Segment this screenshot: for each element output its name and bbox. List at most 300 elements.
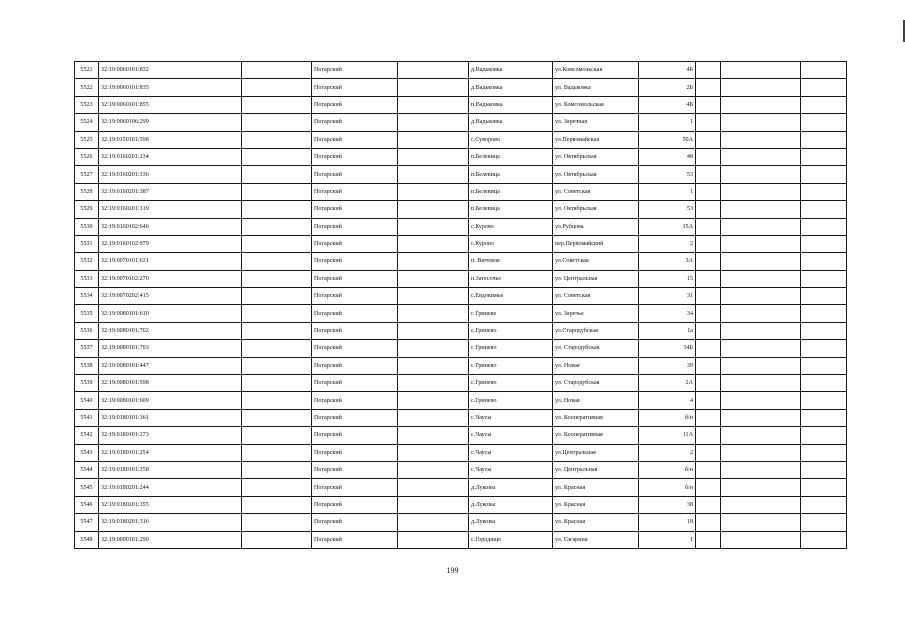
empty-cell <box>398 375 469 392</box>
empty-cell <box>721 427 801 444</box>
district-cell: Погарский <box>312 375 398 392</box>
district-cell: Погарский <box>312 514 398 531</box>
table-row <box>75 427 847 444</box>
empty-cell <box>242 357 312 374</box>
empty-cell <box>801 479 847 496</box>
district-cell: Погарский <box>312 288 398 305</box>
empty-cell <box>696 131 721 148</box>
empty-cell <box>721 357 801 374</box>
empty-cell <box>242 444 312 461</box>
empty-cell <box>721 514 801 531</box>
empty-cell <box>801 409 847 426</box>
house-number-cell: 1 <box>639 183 696 200</box>
empty-cell <box>801 114 847 131</box>
empty-cell <box>801 375 847 392</box>
empty-cell <box>242 496 312 513</box>
empty-cell <box>721 166 801 183</box>
settlement-cell: п.Белевица <box>469 148 553 165</box>
street-cell: ул. Новая <box>553 357 639 374</box>
empty-cell <box>801 531 847 548</box>
table-row <box>75 166 847 183</box>
house-number-cell: 18 <box>639 514 696 531</box>
empty-cell <box>242 79 312 96</box>
house-number-cell: б/н <box>639 409 696 426</box>
house-number-cell: 34Б <box>639 340 696 357</box>
table-row <box>75 461 847 478</box>
settlement-cell: д.Луковы <box>469 479 553 496</box>
settlement-cell: п. Витемля <box>469 253 553 270</box>
cadastral-number-cell: 32:19:0060106:299 <box>99 114 242 131</box>
empty-cell <box>242 288 312 305</box>
empty-cell <box>721 409 801 426</box>
empty-cell <box>398 392 469 409</box>
table-row <box>75 131 847 148</box>
row-number-cell: 5547 <box>75 514 99 531</box>
settlement-cell: д.Вадьковка <box>469 114 553 131</box>
empty-cell <box>242 461 312 478</box>
district-cell: Погарский <box>312 270 398 287</box>
table-row <box>75 148 847 165</box>
empty-cell <box>696 183 721 200</box>
cadastral-number-cell: 32:19:0150101:598 <box>99 131 242 148</box>
row-number-cell: 5523 <box>75 96 99 113</box>
street-cell: ул. Октябрьская <box>553 148 639 165</box>
empty-cell <box>696 305 721 322</box>
table-row <box>75 392 847 409</box>
street-cell: ул. Заречье <box>553 305 639 322</box>
house-number-cell: 1 <box>639 114 696 131</box>
empty-cell <box>696 444 721 461</box>
empty-cell <box>721 305 801 322</box>
empty-cell <box>721 96 801 113</box>
empty-cell <box>721 375 801 392</box>
street-cell: ул.Первомайская <box>553 131 639 148</box>
empty-cell <box>242 392 312 409</box>
table-row <box>75 218 847 235</box>
street-cell: ул. Октябрьская <box>553 201 639 218</box>
house-number-cell: 39 <box>639 357 696 374</box>
district-cell: Погарский <box>312 253 398 270</box>
empty-cell <box>696 531 721 548</box>
row-number-cell: 5542 <box>75 427 99 444</box>
table-row <box>75 62 847 79</box>
street-cell: ул. Заречная <box>553 114 639 131</box>
street-cell: ул. Комсомольская <box>553 96 639 113</box>
district-cell: Погарский <box>312 322 398 339</box>
empty-cell <box>696 375 721 392</box>
district-cell: Погарский <box>312 96 398 113</box>
settlement-cell: п.Белевица <box>469 166 553 183</box>
house-number-cell: 38 <box>639 496 696 513</box>
table-row <box>75 375 847 392</box>
cadastral-number-cell: 32:19:0070101:631 <box>99 253 242 270</box>
row-number-cell: 5541 <box>75 409 99 426</box>
street-cell: ул. Центральная <box>553 461 639 478</box>
settlement-cell: п.Белевица <box>469 183 553 200</box>
district-cell: Погарский <box>312 218 398 235</box>
empty-cell <box>398 496 469 513</box>
cadastral-number-cell: 32:19:0070202:415 <box>99 288 242 305</box>
settlement-cell: с.Гринево <box>469 322 553 339</box>
cadastral-number-cell: 32:19:0090101:290 <box>99 531 242 548</box>
house-number-cell: 2А <box>639 375 696 392</box>
empty-cell <box>398 270 469 287</box>
street-cell: ул. Кооперативная <box>553 409 639 426</box>
table-row <box>75 270 847 287</box>
empty-cell <box>398 62 469 79</box>
empty-cell <box>398 218 469 235</box>
empty-cell <box>398 235 469 252</box>
house-number-cell: 1а <box>639 322 696 339</box>
row-number-cell: 5532 <box>75 253 99 270</box>
row-number-cell: 5538 <box>75 357 99 374</box>
empty-cell <box>721 270 801 287</box>
district-cell: Погарский <box>312 148 398 165</box>
district-cell: Погарский <box>312 235 398 252</box>
street-cell: ул. Стародубская <box>553 340 639 357</box>
empty-cell <box>721 79 801 96</box>
empty-cell <box>242 148 312 165</box>
street-cell: ул. Красная <box>553 514 639 531</box>
empty-cell <box>398 96 469 113</box>
empty-cell <box>721 340 801 357</box>
table-row <box>75 253 847 270</box>
settlement-cell: п.Вадьковка <box>469 96 553 113</box>
street-cell: ул. Советская <box>553 288 639 305</box>
street-cell: ул. Центральная <box>553 270 639 287</box>
district-cell: Погарский <box>312 392 398 409</box>
empty-cell <box>242 183 312 200</box>
empty-cell <box>801 288 847 305</box>
table-row <box>75 322 847 339</box>
empty-cell <box>801 340 847 357</box>
house-number-cell: 31 <box>639 288 696 305</box>
cadastral-number-cell: 32:19:0080101:703 <box>99 340 242 357</box>
table-row <box>75 444 847 461</box>
empty-cell <box>721 531 801 548</box>
cadastral-number-cell: 32:19:0160201:234 <box>99 148 242 165</box>
street-cell: ул. Красная <box>553 496 639 513</box>
empty-cell <box>242 96 312 113</box>
empty-cell <box>801 444 847 461</box>
house-number-cell: б/н <box>639 479 696 496</box>
empty-cell <box>696 409 721 426</box>
cadastral-number-cell: 32:19:0070102:270 <box>99 270 242 287</box>
settlement-cell: с.Гринево <box>469 392 553 409</box>
empty-cell <box>801 357 847 374</box>
cadastral-number-cell: 32:19:0160201:319 <box>99 201 242 218</box>
house-number-cell: 4Б <box>639 62 696 79</box>
cadastral-number-cell: 32:19:0180101:254 <box>99 444 242 461</box>
cadastral-number-cell: 32:19:0160201:387 <box>99 183 242 200</box>
empty-cell <box>801 183 847 200</box>
settlement-cell: д.Луковы <box>469 514 553 531</box>
house-number-cell: б/н <box>639 461 696 478</box>
district-cell: Погарский <box>312 79 398 96</box>
table-row <box>75 96 847 113</box>
empty-cell <box>721 392 801 409</box>
district-cell: Погарский <box>312 409 398 426</box>
empty-cell <box>696 96 721 113</box>
table-row <box>75 357 847 374</box>
settlement-cell: д.Вадьковка <box>469 79 553 96</box>
empty-cell <box>801 201 847 218</box>
empty-cell <box>242 201 312 218</box>
empty-cell <box>696 218 721 235</box>
district-cell: Погарский <box>312 357 398 374</box>
empty-cell <box>242 114 312 131</box>
street-cell: ул.Комсомольская <box>553 62 639 79</box>
empty-cell <box>696 235 721 252</box>
table-row <box>75 479 847 496</box>
empty-cell <box>398 444 469 461</box>
empty-cell <box>242 305 312 322</box>
empty-cell <box>721 201 801 218</box>
cadastral-number-cell: 32:19:0080101:609 <box>99 392 242 409</box>
house-number-cell: 53 <box>639 166 696 183</box>
empty-cell <box>398 201 469 218</box>
district-cell: Погарский <box>312 62 398 79</box>
empty-cell <box>242 340 312 357</box>
row-number-cell: 5529 <box>75 201 99 218</box>
empty-cell <box>398 166 469 183</box>
empty-cell <box>696 322 721 339</box>
empty-cell <box>398 461 469 478</box>
empty-cell <box>801 496 847 513</box>
empty-cell <box>242 375 312 392</box>
empty-cell <box>801 218 847 235</box>
house-number-cell: 48 <box>639 148 696 165</box>
empty-cell <box>398 253 469 270</box>
settlement-cell: с.Чаусы <box>469 427 553 444</box>
district-cell: Погарский <box>312 531 398 548</box>
empty-cell <box>696 427 721 444</box>
cadastral-number-cell: 32:19:0160102:979 <box>99 235 242 252</box>
empty-cell <box>696 62 721 79</box>
table-row <box>75 79 847 96</box>
empty-cell <box>242 218 312 235</box>
house-number-cell: 4 <box>639 392 696 409</box>
cadastral-number-cell: 32:19:0080101:610 <box>99 305 242 322</box>
house-number-cell: 2 <box>639 444 696 461</box>
empty-cell <box>721 62 801 79</box>
table-row <box>75 114 847 131</box>
empty-cell <box>801 514 847 531</box>
empty-cell <box>696 114 721 131</box>
row-number-cell: 5544 <box>75 461 99 478</box>
house-number-cell: 50А <box>639 131 696 148</box>
district-cell: Погарский <box>312 340 398 357</box>
empty-cell <box>242 409 312 426</box>
empty-cell <box>721 444 801 461</box>
table-row <box>75 235 847 252</box>
empty-cell <box>721 496 801 513</box>
street-cell: пер.Первомайский <box>553 235 639 252</box>
district-cell: Погарский <box>312 496 398 513</box>
empty-cell <box>801 131 847 148</box>
row-number-cell: 5539 <box>75 375 99 392</box>
settlement-cell: с.Курово <box>469 235 553 252</box>
street-cell: ул. Вадьковка <box>553 79 639 96</box>
cadastral-number-cell: 32:19:0060101:835 <box>99 79 242 96</box>
cadastral-number-cell: 32:19:0180201:244 <box>99 479 242 496</box>
registry-sheet <box>74 61 846 549</box>
cadastral-number-cell: 32:19:0160102:646 <box>99 218 242 235</box>
house-number-cell: 2Б <box>639 79 696 96</box>
street-cell: ул. Новая <box>553 392 639 409</box>
empty-cell <box>801 270 847 287</box>
empty-cell <box>721 253 801 270</box>
empty-cell <box>801 148 847 165</box>
empty-cell <box>801 253 847 270</box>
street-cell: ул.Центральная <box>553 444 639 461</box>
row-number-cell: 5526 <box>75 148 99 165</box>
street-cell: ул. Стародубская <box>553 375 639 392</box>
empty-cell <box>398 514 469 531</box>
settlement-cell: д.Луковы <box>469 496 553 513</box>
empty-cell <box>696 253 721 270</box>
row-number-cell: 5536 <box>75 322 99 339</box>
row-number-cell: 5548 <box>75 531 99 548</box>
district-cell: Погарский <box>312 114 398 131</box>
house-number-cell: 2 <box>639 235 696 252</box>
settlement-cell: с.Курово <box>469 218 553 235</box>
empty-cell <box>801 461 847 478</box>
settlement-cell: д.Вадьковка <box>469 62 553 79</box>
street-cell: ул. Красная <box>553 479 639 496</box>
settlement-cell: с.Евдокимье <box>469 288 553 305</box>
row-number-cell: 5534 <box>75 288 99 305</box>
table-row <box>75 531 847 548</box>
empty-cell <box>721 131 801 148</box>
empty-cell <box>801 62 847 79</box>
empty-cell <box>696 148 721 165</box>
empty-cell <box>242 131 312 148</box>
district-cell: Погарский <box>312 305 398 322</box>
row-number-cell: 5527 <box>75 166 99 183</box>
empty-cell <box>398 183 469 200</box>
empty-cell <box>721 479 801 496</box>
cadastral-number-cell: 32:19:0080101:598 <box>99 375 242 392</box>
street-cell: ул. Кооперативная <box>553 427 639 444</box>
settlement-cell: с.Чаусы <box>469 409 553 426</box>
empty-cell <box>242 427 312 444</box>
cadastral-number-cell: 32:19:0180101:358 <box>99 461 242 478</box>
house-number-cell: 15 <box>639 270 696 287</box>
empty-cell <box>696 340 721 357</box>
cadastral-number-cell: 32:19:0080101:447 <box>99 357 242 374</box>
street-cell: ул. Советская <box>553 183 639 200</box>
empty-cell <box>696 514 721 531</box>
empty-cell <box>721 322 801 339</box>
house-number-cell: 1 <box>639 531 696 548</box>
empty-cell <box>801 392 847 409</box>
street-cell: ул.Рубцова <box>553 218 639 235</box>
table-row <box>75 496 847 513</box>
district-cell: Погарский <box>312 461 398 478</box>
empty-cell <box>721 218 801 235</box>
empty-cell <box>242 514 312 531</box>
empty-cell <box>721 148 801 165</box>
empty-cell <box>801 322 847 339</box>
empty-cell <box>721 114 801 131</box>
empty-cell <box>696 166 721 183</box>
empty-cell <box>242 479 312 496</box>
empty-cell <box>696 496 721 513</box>
cadastral-number-cell: 32:19:0180201:316 <box>99 514 242 531</box>
empty-cell <box>242 253 312 270</box>
empty-cell <box>696 79 721 96</box>
empty-cell <box>696 392 721 409</box>
empty-cell <box>801 96 847 113</box>
cadastral-number-cell: 32:19:0180101:373 <box>99 427 242 444</box>
empty-cell <box>696 270 721 287</box>
row-number-cell: 5533 <box>75 270 99 287</box>
empty-cell <box>696 357 721 374</box>
registry-table <box>74 61 847 549</box>
house-number-cell: 11А <box>639 427 696 444</box>
row-number-cell: 5524 <box>75 114 99 131</box>
district-cell: Погарский <box>312 201 398 218</box>
table-row <box>75 201 847 218</box>
street-cell: ул. Гагарина <box>553 531 639 548</box>
settlement-cell: с Гриневе <box>469 305 553 322</box>
empty-cell <box>398 148 469 165</box>
street-cell: ул.Стародубская <box>553 322 639 339</box>
table-row <box>75 183 847 200</box>
empty-cell <box>721 288 801 305</box>
row-number-cell: 5522 <box>75 79 99 96</box>
row-number-cell: 5540 <box>75 392 99 409</box>
cadastral-number-cell: 32:19:0060101:855 <box>99 96 242 113</box>
street-cell: ул. Октябрьская <box>553 166 639 183</box>
empty-cell <box>242 166 312 183</box>
empty-cell <box>721 461 801 478</box>
row-number-cell: 5531 <box>75 235 99 252</box>
empty-cell <box>801 427 847 444</box>
settlement-cell: с.Чаусы <box>469 461 553 478</box>
house-number-cell: 53 <box>639 201 696 218</box>
table-row <box>75 340 847 357</box>
cadastral-number-cell: 32:19:0180201:355 <box>99 496 242 513</box>
empty-cell <box>242 270 312 287</box>
district-cell: Погарский <box>312 479 398 496</box>
empty-cell <box>398 340 469 357</box>
house-number-cell: 3А <box>639 253 696 270</box>
district-cell: Погарский <box>312 131 398 148</box>
empty-cell <box>696 288 721 305</box>
empty-cell <box>801 79 847 96</box>
cadastral-number-cell: 32:19:0060101:832 <box>99 62 242 79</box>
row-number-cell: 5543 <box>75 444 99 461</box>
cadastral-number-cell: 32:19:0080101:702 <box>99 322 242 339</box>
empty-cell <box>398 114 469 131</box>
settlement-cell: п.Белевица <box>469 201 553 218</box>
settlement-cell: с.Городище <box>469 531 553 548</box>
empty-cell <box>801 305 847 322</box>
empty-cell <box>696 201 721 218</box>
settlement-cell: с.Гринево <box>469 375 553 392</box>
row-number-cell: 5525 <box>75 131 99 148</box>
empty-cell <box>398 305 469 322</box>
table-body <box>75 62 847 549</box>
empty-cell <box>398 79 469 96</box>
house-number-cell: 34 <box>639 305 696 322</box>
district-cell: Погарский <box>312 166 398 183</box>
settlement-cell: с Гринево <box>469 357 553 374</box>
page-number: 199 <box>446 566 459 575</box>
empty-cell <box>696 461 721 478</box>
